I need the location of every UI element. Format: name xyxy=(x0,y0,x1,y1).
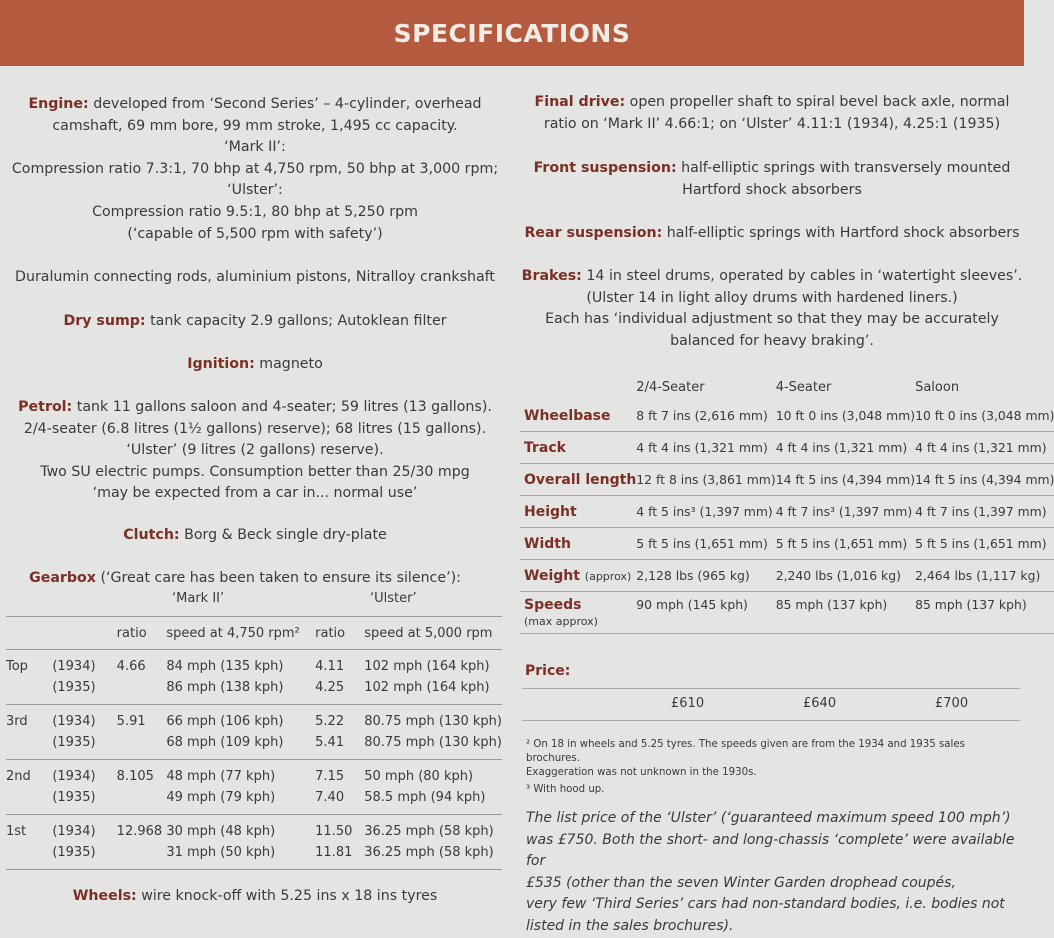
speed-cell: 86 mph (138 kph) xyxy=(166,677,315,705)
ratio-cell: 12.968 xyxy=(116,824,163,839)
speed-cell: 36.25 mph (58 kph) xyxy=(364,824,494,839)
footnote-2: ² On 18 in wheels and 5.25 tyres. The speeds given are from the 1934 and 1935 sales brochures. xyxy=(526,739,965,764)
clutch-label: Clutch: xyxy=(123,527,180,543)
engine-line-7: (‘capable of 5,500 rpm with safety’) xyxy=(127,225,383,242)
value-cell: 14 ft 5 ins (4,394 mm) xyxy=(776,464,915,496)
year-cell: (1935) xyxy=(52,787,116,815)
final-drive-section xyxy=(520,92,1024,135)
gear-cell: 2nd xyxy=(6,769,31,784)
value-cell: 5 ft 5 ins (1,651 mm) xyxy=(915,528,1054,560)
wheels-text: wire knock-off with 5.25 ins x 18 ins tyres xyxy=(141,888,438,904)
clutch-text: Borg & Beck single dry-plate xyxy=(184,527,387,543)
ratio-cell: 4.25 xyxy=(315,677,364,705)
rear-suspension-text: half-elliptic springs with Hartford shock absorbers xyxy=(666,225,1020,241)
gear-cell xyxy=(6,677,52,705)
gear-cell: 1st xyxy=(6,824,27,839)
speed-cell: 102 mph (164 kph) xyxy=(364,677,502,705)
engine-label: Engine: xyxy=(28,96,89,112)
value-cell: 5 ft 5 ins (1,651 mm) xyxy=(636,528,775,560)
year-cell: (1934) xyxy=(52,824,96,839)
ignition-section xyxy=(0,354,510,376)
ratio-cell: 11.81 xyxy=(315,842,364,870)
value-cell: 4 ft 4 ins (1,321 mm) xyxy=(636,432,775,464)
year-cell: (1935) xyxy=(52,732,116,760)
year-cell: (1934) xyxy=(52,769,96,784)
value-cell: 85 mph (137 kph) xyxy=(776,592,915,634)
value-cell: 4 ft 7 ins³ (1,397 mm) xyxy=(776,496,915,528)
value-cell: 2,128 lbs (965 kg) xyxy=(636,560,775,592)
value-cell: 2,464 lbs (1,117 kg) xyxy=(915,560,1054,592)
dim-col-2-4-seater: 2/4-Seater xyxy=(636,379,705,395)
engine-line-4: Compression ratio 7.3:1, 70 bhp at 4,750 rpm, 50 bhp at 3,000 rpm; xyxy=(11,160,499,177)
petrol-line-4: Two SU electric pumps. Consumption better than 25/30 mpg xyxy=(40,463,470,480)
wheels-section xyxy=(0,886,510,908)
petrol-line-1: Petrol: tank 11 gallons saloon and 4-seater; 59 litres (13 gallons). xyxy=(18,399,492,415)
petrol-line-3: ‘Ulster’ (9 litres (2 gallons) reserve). xyxy=(126,442,384,459)
brakes-line-4: balanced for heavy braking’. xyxy=(670,332,874,349)
price-divider-bottom xyxy=(522,720,1020,721)
brakes-line-1: Brakes: 14 in steel drums, operated by cables in ‘watertight sleeves’. xyxy=(521,268,1023,284)
front-suspension-section xyxy=(520,158,1024,201)
value-cell: 8 ft 7 ins (2,616 mm) xyxy=(636,400,775,432)
speed-cell: 84 mph (135 kph) xyxy=(166,659,284,674)
price-note-line-3: £535 (other than the seven Winter Garden drophead coupés, xyxy=(526,874,956,891)
dry-sump-section xyxy=(0,311,510,333)
footnote-2-cont: Exaggeration was not unknown in the 1930s. xyxy=(526,767,757,778)
value-cell: 10 ft 0 ins (3,048 mm) xyxy=(915,400,1054,432)
row-label: Width xyxy=(520,528,636,560)
gear-cell: Top xyxy=(6,659,28,674)
ratio-cell xyxy=(117,732,167,760)
petrol-line-5: ‘may be expected from a car in... normal use’ xyxy=(92,485,418,502)
value-cell: 4 ft 4 ins (1,321 mm) xyxy=(776,432,915,464)
price-note-line-4: very few ‘Third Series’ cars had non-standard bodies, i.e. bodies not xyxy=(526,896,1005,913)
footnotes xyxy=(526,738,1016,797)
gearbox-header-speed-1: speed at 4,750 rpm² xyxy=(166,617,315,650)
price-label: Price: xyxy=(525,663,571,679)
table-row xyxy=(520,432,1054,464)
ratio-cell: 5.41 xyxy=(315,732,364,760)
gearbox-table xyxy=(6,616,502,870)
speed-cell: 31 mph (50 kph) xyxy=(166,842,315,870)
dim-col-saloon: Saloon xyxy=(915,379,960,395)
table-row xyxy=(520,496,1054,528)
gearbox-header-ratio-2: ratio xyxy=(315,617,364,650)
petrol-section xyxy=(0,397,510,505)
brakes-line-3: Each has ‘individual adjustment so that they may be accurately xyxy=(545,311,999,328)
value-cell: 5 ft 5 ins (1,651 mm) xyxy=(776,528,915,560)
dry-sump-label: Dry sump: xyxy=(63,313,146,329)
gearbox-label: Gearbox xyxy=(29,570,96,586)
engine-line-6: Compression ratio 9.5:1, 80 bhp at 5,250 rpm xyxy=(92,203,418,220)
gearbox-group-ulster: ‘Ulster’ xyxy=(370,591,417,606)
dimensions-table xyxy=(520,374,1054,634)
value-cell: 10 ft 0 ins (3,048 mm) xyxy=(776,400,915,432)
ignition-label: Ignition: xyxy=(187,356,255,372)
row-label: Wheelbase xyxy=(520,400,636,432)
petrol-label: Petrol: xyxy=(18,399,73,415)
speed-cell: 68 mph (109 kph) xyxy=(166,732,315,760)
value-cell: 85 mph (137 kph) xyxy=(915,592,1054,634)
table-row xyxy=(520,560,1054,592)
engine-section xyxy=(0,94,510,245)
ratio-cell: 4.66 xyxy=(116,659,146,674)
gearbox-text: (‘Great care has been taken to ensure its silence’): xyxy=(100,570,461,586)
year-cell: (1934) xyxy=(52,659,96,674)
speed-cell: 49 mph (79 kph) xyxy=(166,787,315,815)
table-row xyxy=(6,787,502,815)
header-banner xyxy=(0,0,1024,66)
table-row xyxy=(6,842,502,870)
table-row xyxy=(520,400,1054,432)
price-note-line-1: The list price of the ‘Ulster’ (‘guaranteed maximum speed 100 mph’) xyxy=(526,810,1011,826)
engine-line-5: ‘Ulster’: xyxy=(227,182,283,199)
row-label: Overall length xyxy=(520,464,636,496)
speed-cell: 80.75 mph (130 kph) xyxy=(364,732,502,760)
front-suspension-line-2: Hartford shock absorbers xyxy=(682,181,862,198)
row-label: Weight (approx) xyxy=(520,560,636,592)
dry-sump-text: tank capacity 2.9 gallons; Autoklean filter xyxy=(150,313,447,329)
ratio-cell: 11.50 xyxy=(315,824,353,839)
gear-cell xyxy=(6,787,52,815)
table-row xyxy=(6,760,502,788)
speed-cell: 80.75 mph (130 kph) xyxy=(364,714,502,729)
year-cell: (1935) xyxy=(52,677,116,705)
ratio-cell: 7.15 xyxy=(315,769,345,784)
front-suspension-label: Front suspension: xyxy=(533,160,677,176)
gearbox-header-row xyxy=(6,617,502,650)
engine-line-1: Engine: developed from ‘Second Series’ – 4-cylinder, overhead xyxy=(28,96,482,112)
row-label: Track xyxy=(520,432,636,464)
ratio-cell: 8.105 xyxy=(116,769,154,784)
gear-cell xyxy=(6,732,52,760)
row-label: Height xyxy=(520,496,636,528)
speed-cell: 48 mph (77 kph) xyxy=(166,769,276,784)
value-cell: 12 ft 8 ins (3,861 mm) xyxy=(636,464,775,496)
value-cell: 14 ft 5 ins (4,394 mm) xyxy=(915,464,1054,496)
price-note xyxy=(526,808,1024,938)
price-note-line-5: listed in the sales brochures). xyxy=(526,917,734,934)
table-row xyxy=(6,732,502,760)
speed-cell: 102 mph (164 kph) xyxy=(364,659,490,674)
petrol-line-2: 2/4-seater (6.8 litres (1½ gallons) reserve); 68 litres (15 gallons). xyxy=(23,420,487,437)
speed-cell: 58.5 mph (94 kph) xyxy=(364,787,502,815)
wheels-label: Wheels: xyxy=(72,888,137,904)
page-title: SPECIFICATIONS xyxy=(393,18,631,48)
table-row xyxy=(6,705,502,733)
rear-suspension-line xyxy=(520,223,1024,245)
year-cell: (1934) xyxy=(52,714,96,729)
speed-cell: 36.25 mph (58 kph) xyxy=(364,842,502,870)
price-section xyxy=(525,663,570,679)
table-row xyxy=(520,528,1054,560)
price-divider-top xyxy=(522,688,1020,689)
gearbox-heading xyxy=(0,568,500,590)
ignition-text: magneto xyxy=(259,356,323,372)
row-label: Speeds (max approx) xyxy=(520,592,636,634)
final-drive-line-2: ratio on ‘Mark II’ 4.66:1; on ‘Ulster’ 4.11:1 (1934), 4.25:1 (1935) xyxy=(543,115,1001,132)
ratio-cell xyxy=(117,787,167,815)
ratio-cell xyxy=(117,842,167,870)
final-drive-line-1: Final drive: open propeller shaft to spiral bevel back axle, normal xyxy=(534,94,1010,110)
rear-suspension-section xyxy=(520,223,1024,245)
price-saloon: £700 xyxy=(935,696,969,711)
table-row xyxy=(6,650,502,678)
ratio-cell: 4.11 xyxy=(315,659,345,674)
table-row xyxy=(520,592,1054,634)
brakes-label: Brakes: xyxy=(521,268,582,284)
gear-cell: 3rd xyxy=(6,714,28,729)
ratio-cell: 7.40 xyxy=(315,787,364,815)
duralumin-text: Duralumin connecting rods, aluminium pistons, Nitralloy crankshaft xyxy=(15,269,495,285)
brakes-section xyxy=(520,266,1024,352)
brakes-line-2: (Ulster 14 in light alloy drums with hardened liners.) xyxy=(586,289,958,306)
value-cell: 4 ft 5 ins³ (1,397 mm) xyxy=(636,496,775,528)
front-suspension-line-1: Front suspension: half-elliptic springs with transversely mounted xyxy=(533,160,1011,176)
gearbox-header-ratio-1: ratio xyxy=(117,617,167,650)
engine-line-3: ‘Mark II’: xyxy=(224,139,286,156)
speed-cell: 30 mph (48 kph) xyxy=(166,824,276,839)
gearbox-group-mark2: ‘Mark II’ xyxy=(172,591,225,606)
price-note-line-2: was £750. Both the short- and long-chassis ‘complete’ were available for xyxy=(526,831,1015,870)
price-4-seater: £640 xyxy=(803,696,837,711)
ratio-cell: 5.91 xyxy=(116,714,146,729)
table-row xyxy=(6,677,502,705)
value-cell: 2,240 lbs (1,016 kg) xyxy=(776,560,915,592)
value-cell: 90 mph (145 kph) xyxy=(636,592,775,634)
speed-cell: 50 mph (80 kph) xyxy=(364,769,474,784)
footnote-3: ³ With hood up. xyxy=(526,784,605,795)
dimensions-header-row xyxy=(520,374,1054,400)
table-row xyxy=(6,815,502,843)
engine-line-2: camshaft, 69 mm bore, 99 mm stroke, 1,495 cc capacity. xyxy=(52,117,458,134)
table-row xyxy=(520,464,1054,496)
dim-col-4-seater: 4-Seater xyxy=(775,379,832,395)
ratio-cell xyxy=(117,677,167,705)
rear-suspension-label: Rear suspension: xyxy=(524,225,663,241)
final-drive-label: Final drive: xyxy=(534,94,626,110)
gear-cell xyxy=(6,842,52,870)
clutch-section xyxy=(0,525,510,547)
value-cell: 4 ft 7 ins (1,397 mm) xyxy=(915,496,1054,528)
speed-cell: 66 mph (106 kph) xyxy=(166,714,284,729)
ratio-cell: 5.22 xyxy=(315,714,345,729)
value-cell: 4 ft 4 ins (1,321 mm) xyxy=(915,432,1054,464)
price-2-4-seater: £610 xyxy=(671,696,705,711)
year-cell: (1935) xyxy=(52,842,116,870)
gearbox-header-speed-2: speed at 5,000 rpm xyxy=(364,617,502,650)
